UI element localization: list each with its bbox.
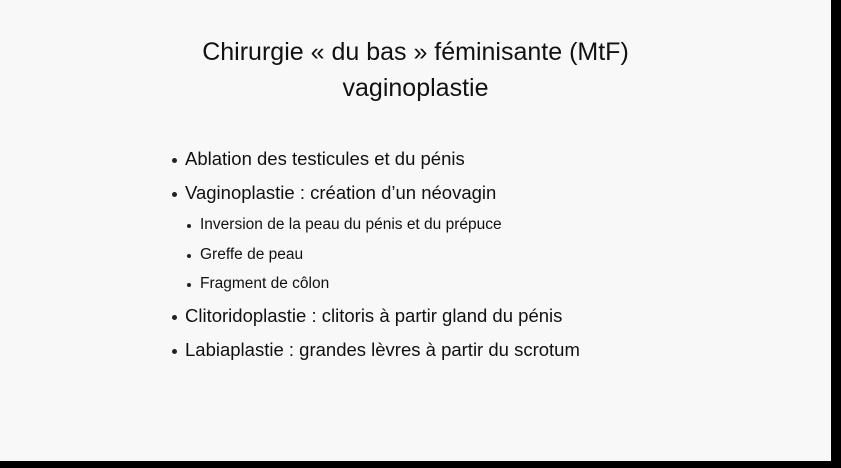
bullet-item: Labiaplastie : grandes lèvres à partir du scrotum — [171, 333, 580, 367]
slide-title — [0, 34, 831, 106]
sub-bullet-item: Inversion de la peau du pénis et du prépuce — [171, 210, 580, 240]
title-line-1: Chirurgie « du bas » féminisante (MtF) — [202, 38, 629, 66]
bullet-list — [171, 142, 580, 367]
sub-bullet-item: Greffe de peau — [171, 240, 580, 270]
sub-bullet-item: Fragment de côlon — [171, 269, 580, 299]
title-line-2: vaginoplastie — [342, 74, 489, 102]
bullet-item: Ablation des testicules et du pénis — [171, 142, 580, 176]
bullet-item: Vaginoplastie : création d’un néovagin — [171, 176, 580, 210]
bullet-item: Clitoridoplastie : clitoris à partir gland du pénis — [171, 299, 580, 333]
